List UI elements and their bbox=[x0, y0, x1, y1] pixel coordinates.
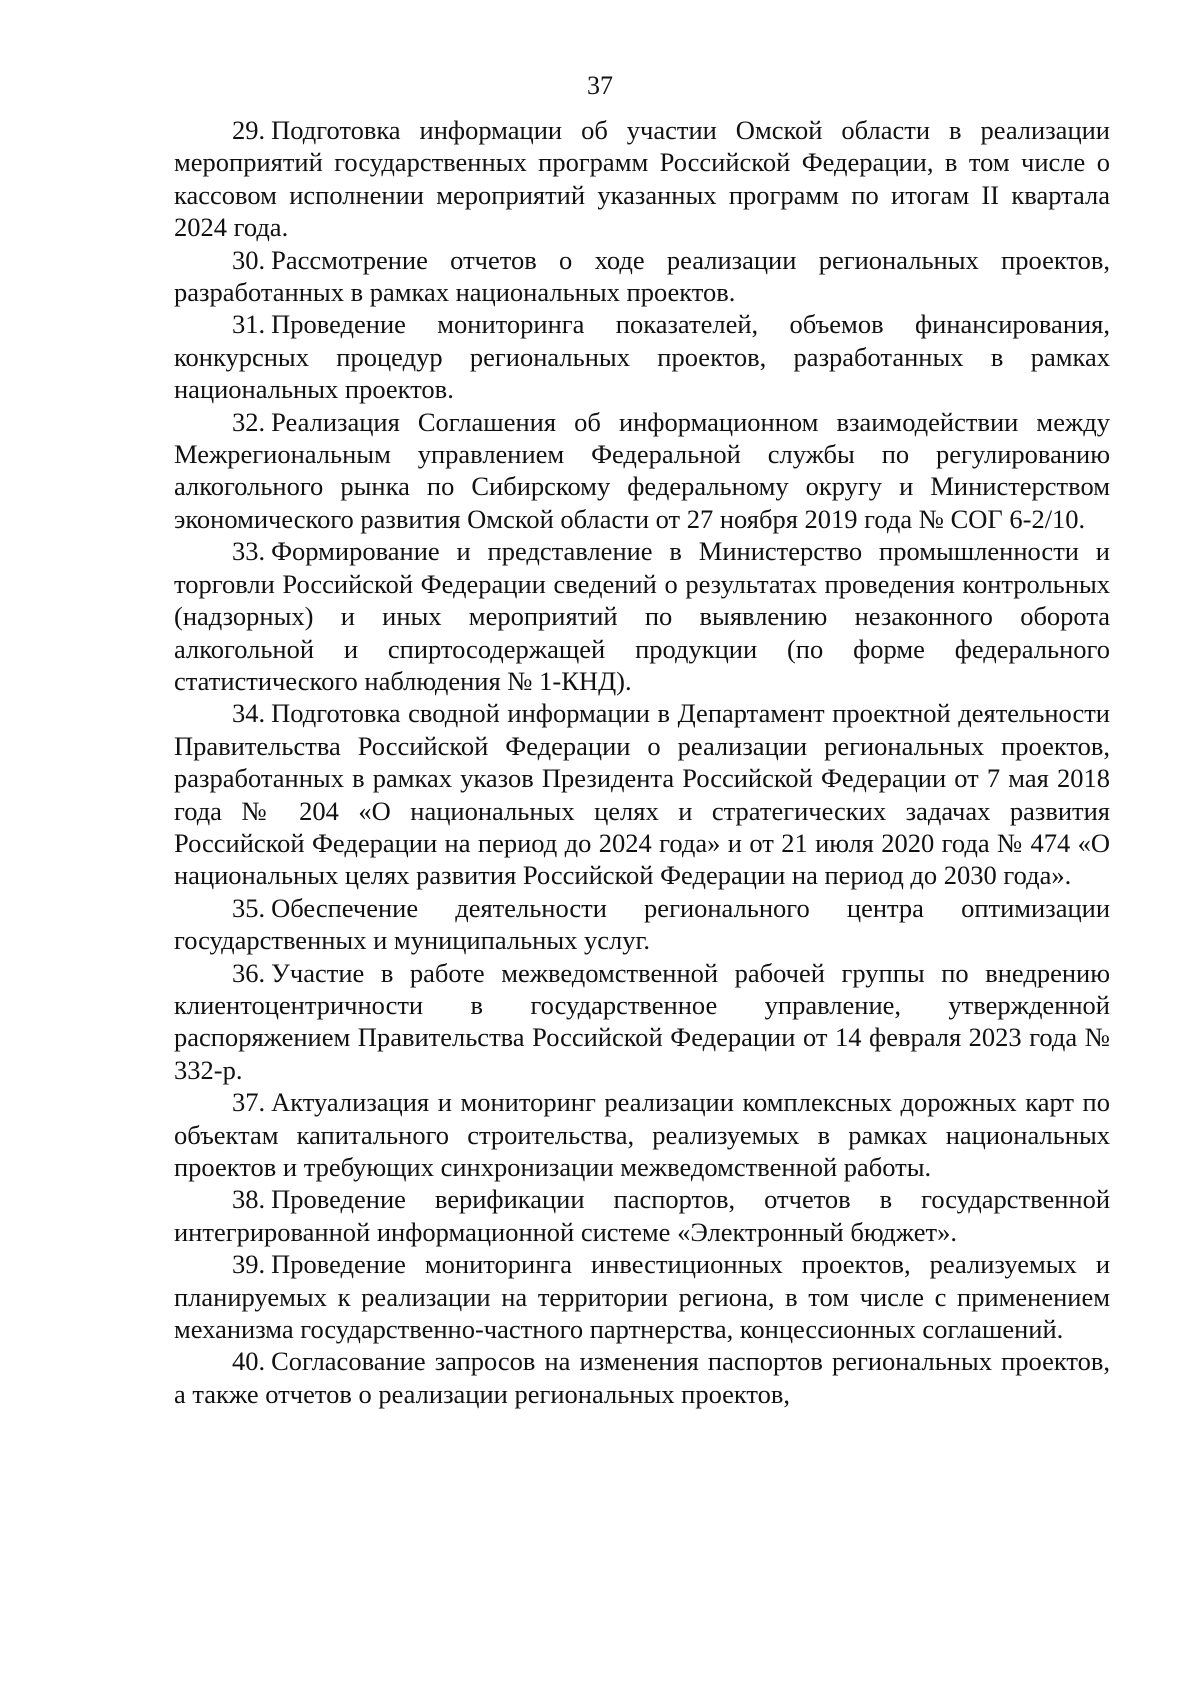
list-item bbox=[174, 114, 1110, 244]
page-number: 37 bbox=[587, 71, 613, 100]
list-item bbox=[174, 244, 1110, 309]
item-number: 34. bbox=[232, 698, 266, 729]
item-text: Реализация Соглашения об информационном взаимодействии между Межрегиональным управлением Федеральной службы по регулированию алкогольного рынка по Сибирскому федеральному округу и Министерством экономического развития Омской области от 27 ноября 2019 года № СОГ 6-2/10. bbox=[174, 406, 1110, 534]
list-item bbox=[174, 697, 1110, 891]
item-text: Проведение мониторинга показателей, объемов финансирования, конкурсных процедур региональных проектов, разработанных в рамках национальных проектов. bbox=[174, 309, 1110, 405]
item-number: 36. bbox=[232, 957, 266, 988]
item-text: Участие в работе межведомственной рабочей группы по внедрению клиентоцентричности в государственное управление, утвержденной распоряжением Правительства Российской Федерации от 14 февраля 2023 года № 332-р. bbox=[174, 957, 1110, 1085]
item-text: Согласование запросов на изменения паспортов региональных проектов, а также отчетов о реализации региональных проектов, bbox=[174, 1346, 1110, 1409]
list-item bbox=[174, 1086, 1110, 1183]
item-number: 32. bbox=[232, 406, 266, 437]
list-item bbox=[174, 1183, 1110, 1248]
list-item bbox=[174, 308, 1110, 405]
list-item bbox=[174, 957, 1110, 1087]
item-text: Формирование и представление в Министерство промышленности и торговли Российской Федерации сведений о результатах проведения контрольных (надзорных) и иных мероприятий по выявлению незаконного оборота алкогольной и спиртосодержащей продукции (по форме федерального статистического наблюдения № 1-КНД). bbox=[174, 536, 1110, 696]
item-number: 37. bbox=[232, 1087, 266, 1118]
list-item bbox=[174, 535, 1110, 697]
list-item bbox=[174, 892, 1110, 957]
item-number: 31. bbox=[232, 309, 266, 340]
item-text: Проведение верификации паспортов, отчетов в государственной интегрированной информационной системе «Электронный бюджет». bbox=[174, 1184, 1110, 1247]
document-body bbox=[174, 114, 1110, 1410]
item-number: 38. bbox=[232, 1184, 266, 1215]
list-item bbox=[174, 1248, 1110, 1345]
item-number: 30. bbox=[232, 244, 266, 275]
list-item bbox=[174, 1345, 1110, 1410]
list-item bbox=[174, 406, 1110, 536]
item-text: Подготовка информации об участии Омской области в реализации мероприятий государственных программ Российской Федерации, в том числе о кассовом исполнении мероприятий указанных программ по итогам II квартала 2024 года. bbox=[174, 115, 1110, 243]
item-number: 33. bbox=[232, 536, 266, 567]
item-text: Обеспечение деятельности регионального центра оптимизации государственных и муниципальных услуг. bbox=[174, 892, 1110, 956]
item-text: Актуализация и мониторинг реализации комплексных дорожных карт по объектам капитального строительства, реализуемых в рамках национальных проектов и требующих синхронизации межведомственной работы. bbox=[174, 1087, 1110, 1182]
item-text: Проведение мониторинга инвестиционных проектов, реализуемых и планируемых к реализации на территории региона, в том числе с применением механизма государственно-частного партнерства, концессионных соглашений. bbox=[174, 1249, 1110, 1345]
item-number: 40. bbox=[232, 1346, 266, 1377]
item-text: Подготовка сводной информации в Департамент проектной деятельности Правительства Российской Федерации о реализации региональных проектов, разработанных в рамках указов Президента Российской Федерации от 7 мая 2018 года № 204 «О национальных целях и стратегических задачах развития Российской Федерации на период до 2024 года» и от 21 июля 2020 года № 474 «О национальных целях развития Российской Федерации на период до 2030 года». bbox=[174, 698, 1110, 891]
item-number: 39. bbox=[232, 1249, 266, 1280]
item-number: 35. bbox=[232, 892, 266, 923]
item-number: 29. bbox=[232, 115, 266, 145]
item-text: Рассмотрение отчетов о ходе реализации региональных проектов, разработанных в рамках национальных проектов. bbox=[174, 244, 1110, 308]
